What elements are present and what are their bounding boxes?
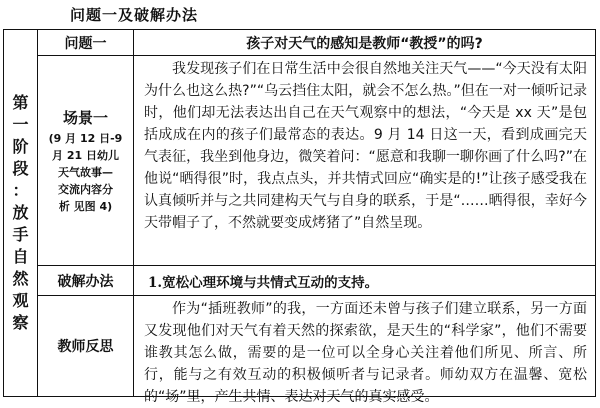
scene-note-line: 月 21 日幼儿 [52, 148, 119, 162]
stage-cell [4, 30, 38, 396]
stage-char: 手 [12, 225, 29, 244]
scene-note-line: 天气故事— [57, 165, 113, 179]
scene-note-line: (9 月 12 日-9 [48, 131, 123, 145]
section-heading: 问题一及破解办法 [70, 6, 199, 24]
problem-table [3, 29, 596, 405]
stage-char: 一 [12, 115, 29, 134]
scene-row [38, 56, 595, 266]
scene-note-line: 析 见图 4) [58, 199, 113, 213]
stage-char: 第 [12, 93, 29, 112]
scene-text: 我发现孩子们在日常生活中会很自然地关注天气——“今天没有太阳为什么也这么热?”“乌云挡住太阳，就会不怎么热。”但在一对一倾听记录时，他们却无法表达出自己在天气观察中的想法，“今天是 xx 天”是包括成成在内的孩子们最常态的表达。9 月 14 日这一天，看到成画完天气表征，我坐到他身边，微笑着问：“愿意和我聊一聊你画了什么吗?”在他说“晒得很”时，我点点头，并共情式回应“确实是的!”让孩子感受我在认真倾听并与之共同建构天气与自身的联系，于是“……晒得很，幸好今天带帽子了，不然就要变成烤猪了”自然呈现。 [144, 61, 587, 231]
question-text: 孩子对天气的感知是教师“教授”的吗? [246, 35, 483, 52]
stage-char: 阶 [12, 137, 29, 156]
stage-char: 放 [12, 203, 29, 222]
method-label: 破解办法 [38, 266, 134, 295]
reflection-label: 教师反思 [38, 296, 134, 396]
method-text: 1.宽松心理环境与共情式互动的支持。 [148, 274, 379, 291]
question-row [38, 30, 595, 56]
scene-label-cell [38, 56, 134, 265]
stage-char: ： [12, 181, 29, 200]
reflection-row [38, 296, 595, 405]
scene-title: 场景一 [62, 108, 108, 127]
stage-char: 观 [12, 291, 29, 310]
scene-note [49, 130, 123, 215]
method-row [38, 266, 595, 296]
stage-char: 然 [12, 269, 29, 288]
stage-char: 段 [12, 159, 29, 178]
scene-note-line: 交流内容分 [57, 182, 113, 196]
question-label: 问题一 [38, 30, 134, 55]
stage-char: 自 [12, 247, 29, 266]
stage-char: 察 [12, 313, 29, 332]
reflection-text: 作为“插班教师”的我，一方面还未曾与孩子们建立联系，另一方面又发现他们对天气有着天然的探索欲，是天生的“科学家”，他们不需要谁教其怎么做，需要的是一位可以全身心关注着他们所见、所言、所行，能与之有效互动的积极倾听者与记录者。师幼双方在温馨、宽松的“场”里，产生共情、表达对天气的真实感受。 [144, 301, 587, 405]
